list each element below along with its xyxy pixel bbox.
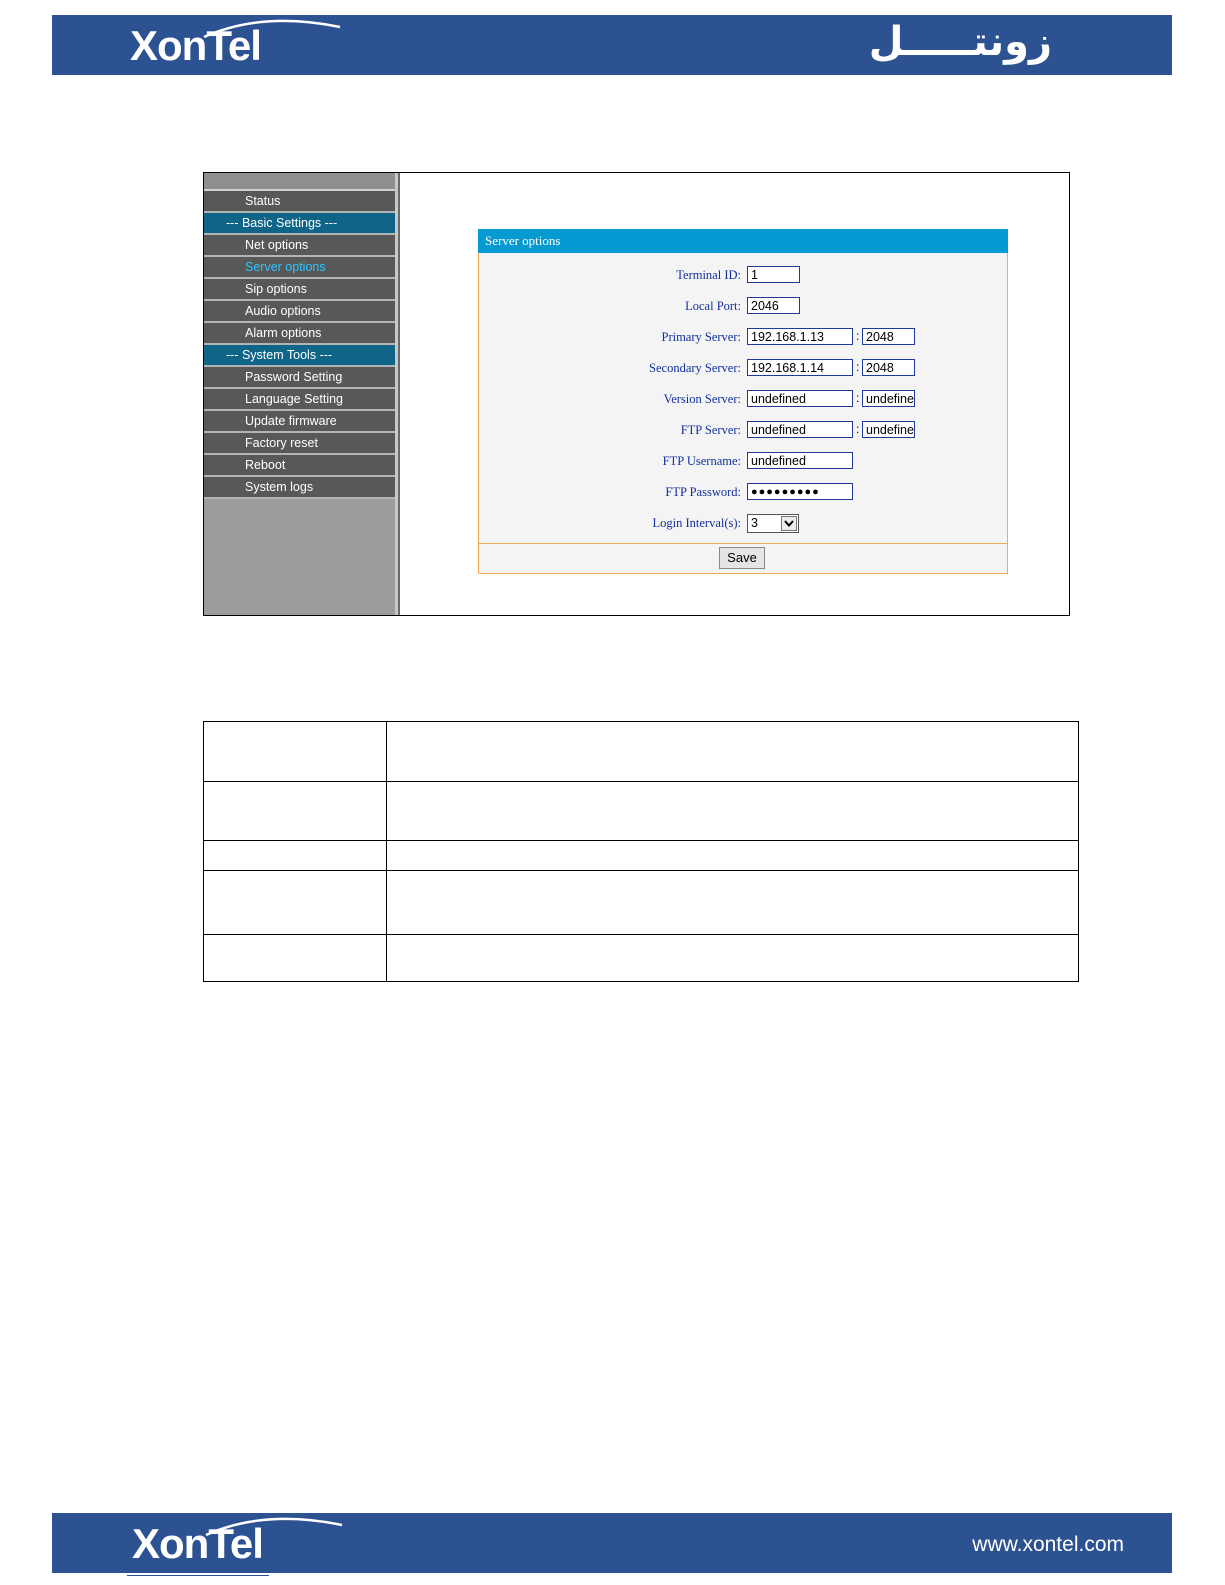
ftp-username-input[interactable]: undefined xyxy=(747,452,853,469)
xontel-logo: XonTel xyxy=(130,22,261,69)
sidebar-item-net-options[interactable]: Net options xyxy=(204,235,395,257)
login-interval-row xyxy=(479,514,1007,534)
sidebar-item-alarm-options[interactable]: Alarm options xyxy=(204,323,395,345)
terminal-id-input[interactable]: 1 xyxy=(747,266,800,283)
sidebar-item-audio-options[interactable]: Audio options xyxy=(204,301,395,323)
table-cell xyxy=(387,841,1079,871)
sidebar-item-factory-reset[interactable]: Factory reset xyxy=(204,433,395,455)
local-port-row xyxy=(479,297,1007,317)
sidebar-item-sip-options[interactable]: Sip options xyxy=(204,279,395,301)
port-separator: : xyxy=(856,360,860,374)
sidebar-item-status[interactable]: Status xyxy=(204,191,395,213)
terminal-id-label: Terminal ID: xyxy=(676,268,741,282)
terminal-id-row xyxy=(479,266,1007,286)
table-cell xyxy=(387,935,1079,982)
table-cell xyxy=(387,782,1079,841)
secondary-server-label: Secondary Server: xyxy=(649,361,741,375)
table-cell xyxy=(387,871,1079,935)
xontel-logo: XonTel xyxy=(132,1520,263,1567)
website-link[interactable]: www.xontel.com xyxy=(972,1533,1124,1556)
ftp-username-row xyxy=(479,452,1007,472)
logo-swoosh-icon xyxy=(202,17,342,39)
table-cell xyxy=(204,841,387,871)
table-row xyxy=(204,935,1079,982)
ftp-server-label: FTP Server: xyxy=(680,423,741,437)
secondary-server-port-input[interactable]: 2048 xyxy=(862,359,915,376)
table-row xyxy=(204,841,1079,871)
table-row xyxy=(204,722,1079,782)
header-banner xyxy=(52,15,1172,75)
ftp-username-label: FTP Username: xyxy=(662,454,741,468)
table-cell xyxy=(204,935,387,982)
primary-server-row xyxy=(479,328,1007,348)
description-table xyxy=(203,721,1079,982)
port-separator: : xyxy=(856,391,860,405)
table-cell xyxy=(204,722,387,782)
sidebar-item-update-firmware[interactable]: Update firmware xyxy=(204,411,395,433)
table-row xyxy=(204,782,1079,841)
footer-underline xyxy=(127,1575,269,1576)
sidebar-item-password-setting[interactable]: Password Setting xyxy=(204,367,395,389)
chevron-down-icon[interactable] xyxy=(781,516,797,531)
panel-body xyxy=(478,253,1008,544)
secondary-server-input[interactable]: 192.168.1.14 xyxy=(747,359,853,376)
device-web-ui xyxy=(203,172,1070,616)
sidebar-section-basic-settings[interactable]: --- Basic Settings --- xyxy=(204,213,395,235)
ftp-server-row xyxy=(479,421,1007,441)
table-cell xyxy=(387,722,1079,782)
local-port-input[interactable]: 2046 xyxy=(747,297,800,314)
sidebar-section-system-tools[interactable]: --- System Tools --- xyxy=(204,345,395,367)
local-port-label: Local Port: xyxy=(685,299,741,313)
version-server-input[interactable]: undefined xyxy=(747,390,853,407)
version-server-row xyxy=(479,390,1007,410)
table-cell xyxy=(204,782,387,841)
save-button[interactable]: Save xyxy=(719,547,765,569)
arabic-logo: زونتـــــل xyxy=(868,19,1052,65)
ftp-password-label: FTP Password: xyxy=(665,485,741,499)
version-server-label: Version Server: xyxy=(663,392,741,406)
secondary-server-row xyxy=(479,359,1007,379)
login-interval-label: Login Interval(s): xyxy=(652,516,741,530)
ftp-server-input[interactable]: undefined xyxy=(747,421,853,438)
sidebar xyxy=(204,173,395,615)
panel-title: Server options xyxy=(478,229,1008,253)
login-interval-value: 3 xyxy=(751,516,758,530)
sidebar-top xyxy=(204,173,395,191)
server-options-panel xyxy=(478,229,1008,573)
logo-swoosh-icon xyxy=(204,1515,344,1537)
login-interval-select[interactable] xyxy=(747,514,799,533)
primary-server-port-input[interactable]: 2048 xyxy=(862,328,915,345)
primary-server-input[interactable]: 192.168.1.13 xyxy=(747,328,853,345)
table-row xyxy=(204,871,1079,935)
footer-banner xyxy=(52,1513,1172,1573)
primary-server-label: Primary Server: xyxy=(661,330,741,344)
sidebar-divider-shadow xyxy=(398,173,400,615)
version-server-port-input[interactable]: undefine xyxy=(862,390,915,407)
port-separator: : xyxy=(856,329,860,343)
sidebar-item-reboot[interactable]: Reboot xyxy=(204,455,395,477)
sidebar-item-system-logs[interactable]: System logs xyxy=(204,477,395,499)
ftp-server-port-input[interactable]: undefine xyxy=(862,421,915,438)
sidebar-item-language-setting[interactable]: Language Setting xyxy=(204,389,395,411)
ftp-password-row xyxy=(479,483,1007,503)
sidebar-item-server-options[interactable]: Server options xyxy=(204,257,395,279)
ftp-password-input[interactable]: ●●●●●●●●● xyxy=(747,483,853,500)
table-cell xyxy=(204,871,387,935)
panel-footer xyxy=(478,543,1008,574)
port-separator: : xyxy=(856,422,860,436)
